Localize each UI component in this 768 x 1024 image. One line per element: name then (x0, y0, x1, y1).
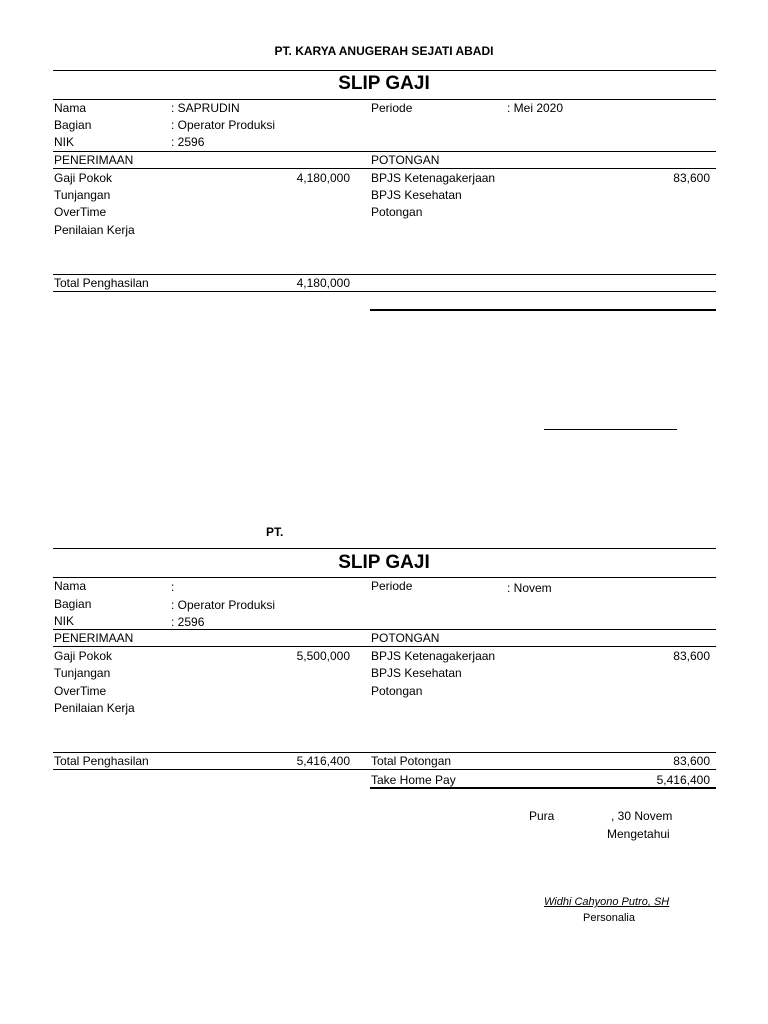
company-name: PT. KARYA ANUGERAH SEJATI ABADI (274, 44, 494, 58)
potongan-header: POTONGAN (371, 153, 440, 167)
divider (53, 752, 716, 753)
total-penghasilan-label: Total Penghasilan (54, 276, 149, 290)
nama-value: : SAPRUDIN (171, 101, 240, 115)
divider (53, 168, 716, 169)
slip-title: SLIP GAJI (338, 73, 430, 94)
penerimaan-item-label: Gaji Pokok (54, 649, 113, 663)
penerimaan-item-label: Tunjangan (54, 188, 111, 202)
take-home-pay-label: Take Home Pay (371, 773, 456, 787)
bagian-value: : Operator Produksi (171, 598, 276, 612)
nik-value: : 2596 (171, 135, 205, 149)
penerimaan-header: PENERIMAAN (54, 631, 134, 645)
divider (53, 151, 716, 152)
potongan-item-label: Potongan (371, 684, 423, 698)
divider (370, 787, 716, 789)
potongan-item-value: 83,600 (673, 171, 710, 185)
bagian-label: Bagian (54, 597, 92, 611)
potongan-header: POTONGAN (371, 631, 440, 645)
periode-label: Periode (371, 101, 413, 115)
nik-label: NIK (54, 614, 75, 628)
penerimaan-item-label: Penilaian Kerja (54, 701, 135, 715)
penerimaan-item-label: Gaji Pokok (54, 171, 113, 185)
penerimaan-item-label: Tunjangan (54, 666, 111, 680)
slip-title: SLIP GAJI (338, 552, 430, 573)
potongan-item-value: 83,600 (673, 649, 710, 663)
signature-line (544, 429, 677, 430)
total-penghasilan-label: Total Penghasilan (54, 754, 149, 768)
nama-value: : (171, 580, 175, 594)
penerimaan-item-label: Penilaian Kerja (54, 223, 135, 237)
divider (53, 548, 716, 549)
date-text: , 30 Novem (611, 809, 673, 823)
penerimaan-item-label: OverTime (54, 684, 107, 698)
total-potongan-label: Total Potongan (371, 754, 452, 768)
total-penghasilan-value: 4,180,000 (296, 276, 350, 290)
nik-label: NIK (54, 135, 75, 149)
penerimaan-item-value: 5,500,000 (296, 649, 350, 663)
divider (53, 646, 716, 647)
total-potongan-value: 83,600 (673, 754, 710, 768)
nik-value: : 2596 (171, 615, 205, 629)
periode-value: : Novem (507, 581, 552, 595)
potongan-item-label: BPJS Kesehatan (371, 188, 462, 202)
divider (53, 274, 716, 275)
nama-label: Nama (54, 579, 87, 593)
divider (370, 309, 716, 311)
divider (53, 291, 716, 292)
periode-value: : Mei 2020 (507, 101, 564, 115)
potongan-item-label: BPJS Ketenagakerjaan (371, 171, 496, 185)
bagian-value: : Operator Produksi (171, 118, 276, 132)
total-penghasilan-value: 5,416,400 (296, 754, 350, 768)
penerimaan-item-value: 4,180,000 (296, 171, 350, 185)
bagian-label: Bagian (54, 118, 92, 132)
divider (53, 99, 716, 100)
signer-name: Widhi Cahyono Putro, SH (544, 896, 670, 908)
divider (53, 577, 716, 578)
signer-role: Personalia (583, 912, 635, 924)
potongan-item-label: BPJS Kesehatan (371, 666, 462, 680)
periode-label: Periode (371, 579, 413, 593)
take-home-pay-value: 5,416,400 (656, 773, 710, 787)
potongan-item-label: BPJS Ketenagakerjaan (371, 649, 496, 663)
nama-label: Nama (54, 101, 87, 115)
penerimaan-header: PENERIMAAN (54, 153, 134, 167)
company-name: PT. (266, 525, 284, 539)
penerimaan-item-label: OverTime (54, 205, 107, 219)
divider (53, 70, 716, 71)
divider (53, 629, 716, 630)
mengetahui-text: Mengetahui (607, 827, 670, 841)
divider (53, 769, 716, 770)
potongan-item-label: Potongan (371, 205, 423, 219)
place-text: Pura (529, 809, 555, 823)
